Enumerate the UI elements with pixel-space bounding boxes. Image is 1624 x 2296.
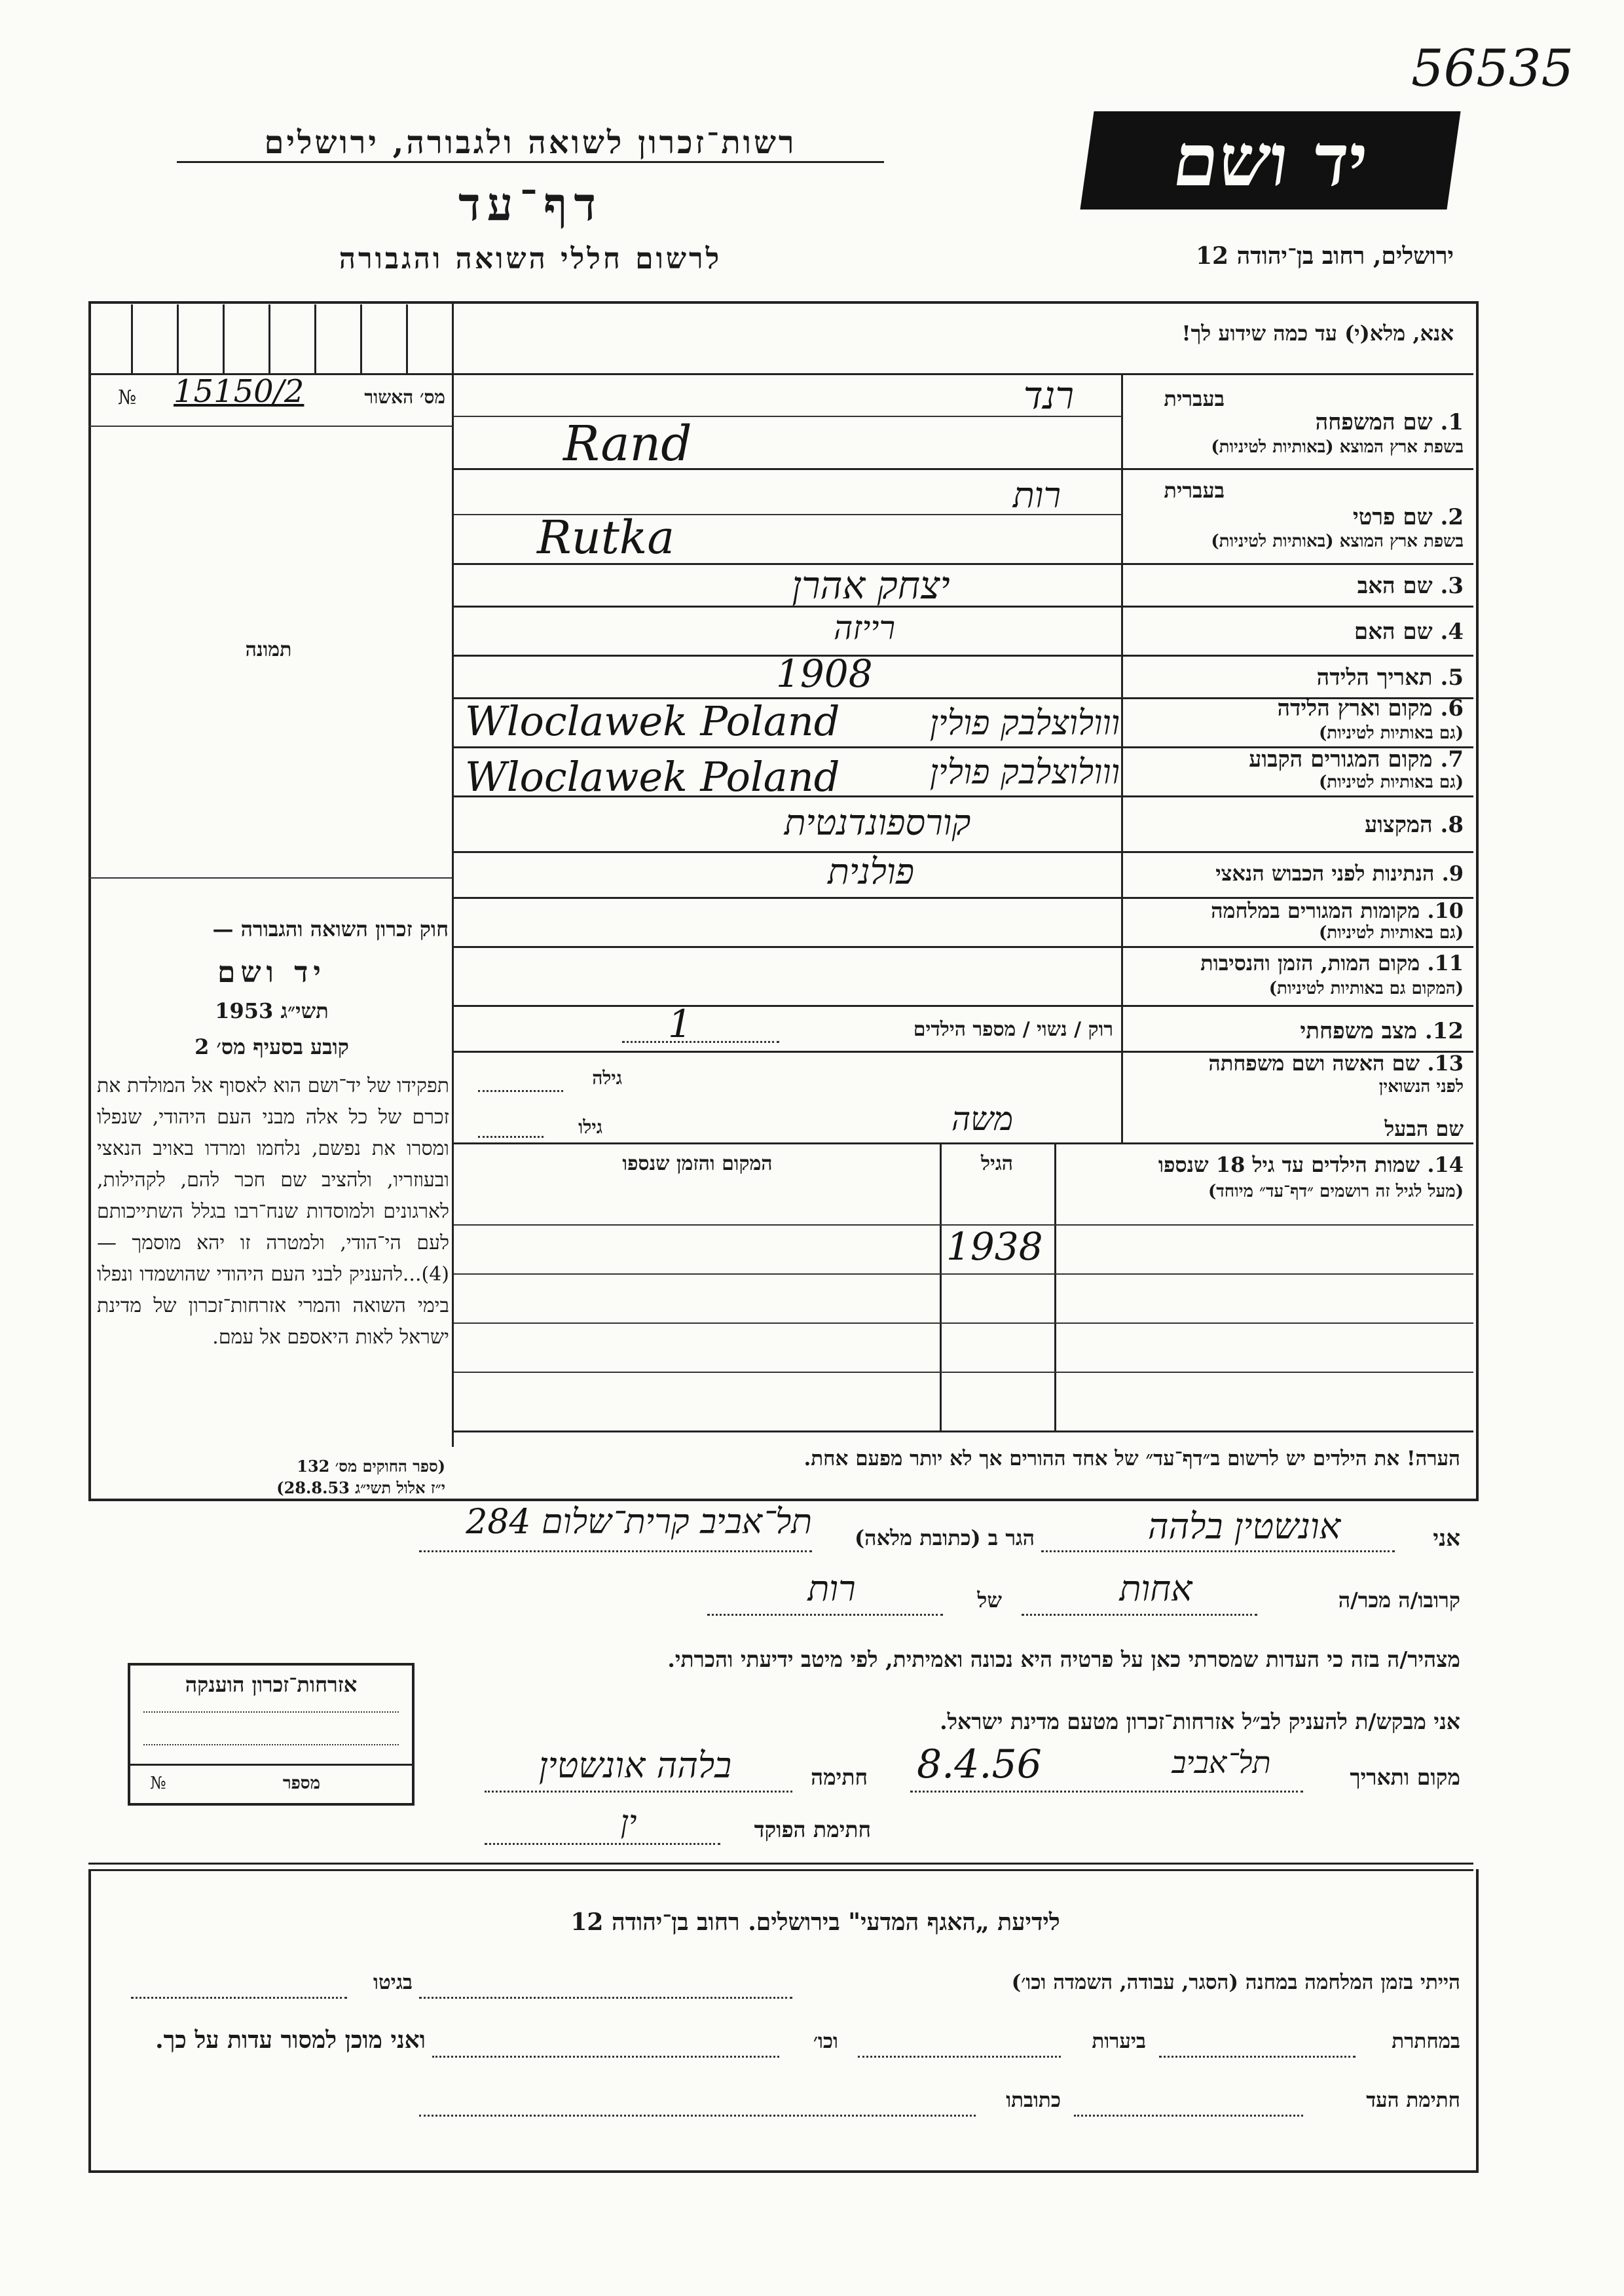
declarant-signature: בלהה אונשטין bbox=[538, 1745, 732, 1786]
authority-name: רשות־זכרון לשואה ולגבורה, ירושלים bbox=[177, 124, 884, 163]
field-13-label: 13. שם האשה ושם משפחתה bbox=[1208, 1051, 1464, 1076]
citizenship-number-label: מספר bbox=[282, 1774, 320, 1793]
residence-latin: Wloclawek Poland bbox=[465, 753, 840, 801]
marital-options: רוק / נשוי / מספר הילדים bbox=[913, 1018, 1113, 1041]
birth-year: 1908 bbox=[776, 651, 873, 696]
receipt-label: מס׳ האשור bbox=[364, 386, 445, 408]
resides-label: הגר ב (כתובת מלאה) bbox=[855, 1525, 1035, 1550]
field-9-label: 9. הנתינות לפני הכבוש הנאצי bbox=[1215, 861, 1464, 886]
field-4-label: 4. שם האם bbox=[1354, 619, 1464, 645]
relation-label: קרובו/ה מכר/ה bbox=[1338, 1588, 1460, 1613]
field-1-label: 1. שם המשפחה bbox=[1315, 409, 1464, 435]
law-ref-1: (ספר החוקים מס׳ 132 bbox=[297, 1457, 445, 1476]
yad-vashem-logo bbox=[1080, 111, 1460, 210]
place-date-label: מקום ותאריך bbox=[1350, 1764, 1460, 1790]
declarant-address: תל־אביב קרית־שלום 284 bbox=[466, 1503, 812, 1542]
declaration-statement: מצהיר/ה בזה כי העדות שמסרתי כאן על פרטיה היא נכונה ואמיתית, לפי מיטב ידיעתי והכרתי. bbox=[667, 1647, 1460, 1672]
footer-camp-line: הייתי בזמן המלחמה במחנה (הסגר, עבודה, השמדה וכו׳) bbox=[1011, 1971, 1460, 1994]
field-6-sub: (גם באותיות לטיניות) bbox=[1318, 723, 1464, 743]
citizenship-title: אזרחות־זכרון הוענקה bbox=[185, 1672, 358, 1697]
of-name: רות bbox=[807, 1568, 856, 1609]
receipt-number: 15150/2 bbox=[174, 373, 304, 410]
declaration-request: אני מבקש/ת להעניק לב״ל אזרחות־זכרון מטעם מדינת ישראל. bbox=[940, 1709, 1460, 1734]
signature-label: חתימה bbox=[811, 1764, 868, 1790]
children-note: הערה! את הילדים יש לרשום ב״דף־עד״ של אחד ההורים אך לא יותר מפעם אחת. bbox=[803, 1447, 1460, 1470]
number-of-children: 1 bbox=[668, 1002, 692, 1046]
footer-heading: לידיעת „האגף המדעי" בירושלים. רחוב בן־יהודה 12 bbox=[570, 1908, 1060, 1936]
field-1-heb-tag: בעברית bbox=[1164, 386, 1225, 411]
footer-witness-signature: חתימת העד bbox=[1366, 2088, 1460, 2112]
field-11-label: 11. מקום המות, הזמן והנסיבות bbox=[1200, 951, 1464, 975]
mother-name: רייזה bbox=[833, 609, 896, 647]
family-name-hebrew: רנד bbox=[1023, 373, 1074, 418]
husband-age-label: גילו bbox=[578, 1116, 602, 1138]
field-3-label: 3. שם האב bbox=[1357, 573, 1464, 599]
law-clause: קובע בסעיף מס׳ 2 bbox=[194, 1034, 349, 1059]
law-body: תפקידו של יד־ושם הוא לאסוף אל המולדת את זכרם של כל אלה מבני העם היהודי, שנפלו ומסרו את נפשם, נלחמו ומרדו באויב הנאצי ובעוזריו, ולהציב שם חכר להם, לקהילות, לארגונים ולמוסדות שנח־רבו בגלל השתייכותם לעם הי־הודי, ולמטרה זו יהא מוסמך — (4)...להעניק לבני העם היהודי שהושמדו ונפלו בימי השואה והמרי אזרחות־זכרון של מדינת ישראל לאות היאספם אל עמם. bbox=[97, 1074, 449, 1349]
field-10-sub: (גם באותיות לטיניות) bbox=[1318, 923, 1464, 943]
field-2-label: 2. שם פרטי bbox=[1352, 504, 1464, 530]
relation-value: אחות bbox=[1119, 1568, 1192, 1609]
archive-number: 56535 bbox=[1411, 39, 1574, 98]
photo-label: תמונה bbox=[245, 638, 292, 661]
law-heading: חוק זכרון השואה והגבורה — bbox=[212, 917, 449, 941]
receipt-no-sign: № bbox=[118, 386, 137, 409]
first-name-hebrew: רות bbox=[1012, 475, 1061, 516]
nationality: פולנית bbox=[827, 851, 915, 892]
field-7-sub: (גם באותיות לטיניות) bbox=[1318, 773, 1464, 792]
father-name: יצחק אהרן bbox=[792, 563, 950, 608]
law-ref-2: י״ז אלול תשי״ג 28.8.53) bbox=[276, 1478, 445, 1497]
official-signature: ין bbox=[620, 1804, 637, 1840]
field-7-label: 7. מקום המגורים הקבוע bbox=[1249, 746, 1464, 773]
of-label: של bbox=[977, 1588, 1002, 1613]
field-14-label: 14. שמות הילדים עד גיל 18 שנספו bbox=[1158, 1152, 1464, 1177]
citizenship-no-sign: № bbox=[150, 1774, 166, 1793]
children-age-header: הגיל bbox=[980, 1152, 1014, 1175]
occupation: קורספונדנטית bbox=[784, 802, 971, 843]
field-12-label: 12. מצב משפחתי bbox=[1300, 1018, 1464, 1044]
birth-place-latin: Wloclawek Poland bbox=[465, 697, 840, 745]
logo-text: יד ושם bbox=[1168, 118, 1373, 202]
footer-underground: במחתרת bbox=[1392, 2030, 1460, 2053]
field-2-heb-tag: בעברית bbox=[1164, 478, 1225, 503]
residence-hebrew: ווולוצלבק פולין bbox=[929, 753, 1120, 792]
signing-place: תל־אביב bbox=[1172, 1745, 1271, 1780]
field-1-sub: בשפת ארץ המוצא (באותיות לטיניות) bbox=[1211, 437, 1464, 457]
declarant-i-label: אני bbox=[1433, 1525, 1460, 1552]
children-place-header: המקום והזמן שנספו bbox=[622, 1152, 773, 1175]
official-signature-label: חתימת הפוקד bbox=[754, 1817, 871, 1842]
header-address: ירושלים, רחוב בן־יהודה 12 bbox=[1195, 242, 1454, 270]
footer-ghetto: בגיטו bbox=[373, 1971, 413, 1994]
law-year: תשי״ג 1953 bbox=[215, 998, 329, 1023]
field-13-sub: לפני הנשואין bbox=[1378, 1077, 1464, 1097]
family-name-latin: Rand bbox=[563, 416, 692, 472]
field-10-label: 10. מקומות המגורים במלחמה bbox=[1211, 898, 1464, 923]
child-birth-year: 1938 bbox=[946, 1224, 1043, 1269]
husband-name: משה bbox=[951, 1100, 1014, 1138]
form-title: דף־עד bbox=[458, 177, 602, 231]
wife-age-label: גילה bbox=[592, 1067, 622, 1089]
footer-etc: וכו׳ bbox=[813, 2030, 838, 2053]
footer-forests: ביערות bbox=[1092, 2030, 1146, 2053]
citizenship-box bbox=[128, 1663, 415, 1806]
fill-prompt: אנא, מלא(י) עד כמה שידוע לך! bbox=[1181, 321, 1454, 346]
husband-label: שם הבעל bbox=[1384, 1116, 1464, 1141]
law-org: יד ושם bbox=[217, 956, 326, 989]
field-6-label: 6. מקום וארץ הלידה bbox=[1277, 695, 1464, 721]
footer-witness-address: כתובתו bbox=[1006, 2088, 1061, 2112]
footer-ready: ואני מוכן למסור עדות על כך. bbox=[155, 2026, 426, 2054]
first-name-latin: Rutka bbox=[537, 511, 675, 564]
field-14-sub: (מעל לגיל זה רושמים ״דף־עד״ מיוחד) bbox=[1208, 1182, 1464, 1201]
form-subtitle: לרשום חללי השואה והגבורה bbox=[339, 242, 722, 276]
field-2-sub: בשפת ארץ המוצא (באותיות לטיניות) bbox=[1211, 532, 1464, 551]
field-11-sub: (המקום גם באותיות לטיניות) bbox=[1268, 979, 1464, 998]
signing-date: 8.4.56 bbox=[917, 1741, 1042, 1787]
field-8-label: 8. המקצוע bbox=[1364, 812, 1464, 838]
declarant-name: אונשטין בלהה bbox=[1147, 1506, 1341, 1547]
field-5-label: 5. תאריך הלידה bbox=[1316, 665, 1464, 691]
birth-place-hebrew: ווולוצלבק פולין bbox=[929, 704, 1120, 743]
